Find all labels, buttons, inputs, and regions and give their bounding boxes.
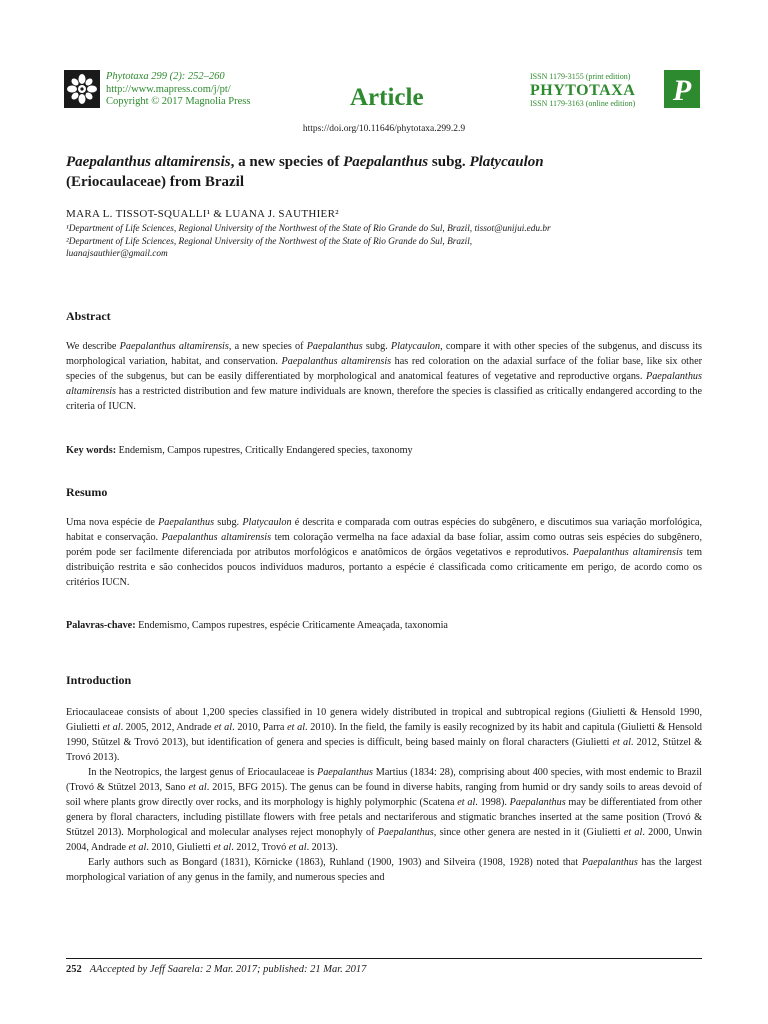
magnolia-press-flower-logo: [64, 70, 100, 108]
journal-citation: Phytotaxa 299 (2): 252–260: [106, 71, 225, 82]
article-type-label: Article: [350, 84, 424, 111]
italic-text-run: Platycaulon: [469, 154, 544, 170]
italic-text-run: et al: [102, 722, 121, 733]
italic-text-run: et al: [288, 842, 307, 853]
italic-text-run: et al: [213, 842, 232, 853]
text-run: tem coloração vermelha na face adaxial da base foliar, assim como outras seis espécies do subgênero, porém pode ser facilmente diferenciada por atributos morfológicos e anatômicos de órgãos vegetativos e reprodutivos.: [66, 532, 702, 558]
introduction-paragraph: [66, 855, 702, 885]
abstract-body: [66, 339, 702, 414]
italic-text-run: Paepalanthus: [158, 517, 215, 528]
affiliation-2-email: luanajsauthier@gmail.com: [66, 249, 168, 259]
text-run: . 2010, Parra: [232, 722, 288, 733]
introduction-paragraph: [66, 705, 702, 765]
text-run: Eriocaulaceae consists of about 1,200 species classified in 10 genera widely distributed in tropical and subtropical regions (Giulietti & Hensold 1990, Giulietti: [66, 707, 702, 733]
keywords-label: Key words:: [66, 445, 117, 456]
article-title: [66, 152, 686, 192]
phytotaxa-logo: [664, 70, 700, 108]
abstract-heading: Abstract: [66, 309, 111, 323]
italic-text-run: et al: [128, 842, 147, 853]
journal-url[interactable]: http://www.mapress.com/j/pt/: [106, 83, 231, 95]
text-run: has a restricted distribution and few mature individuals are known, therefore the species is classified as critically endangered according to the criteria of IUCN.: [66, 386, 702, 412]
footer-divider: [66, 958, 702, 959]
text-run: tem distribuição restrita e são conhecidos poucos indivíduos maduros, portanto a espécie é classificada como criticamente em perigo, de acordo como os critérios IUCN.: [66, 547, 703, 588]
italic-text-run: Paepalanthus altamirensis: [281, 356, 392, 367]
italic-text-run: et al: [287, 722, 306, 733]
issn-block: [530, 72, 668, 109]
resumo-body: [66, 515, 702, 590]
title-line-1: [66, 152, 686, 172]
copyright-line: Copyright © 2017 Magnolia Press: [106, 96, 251, 107]
text-run: , a new species of: [228, 341, 307, 352]
text-run: may be differentiated from other genera by floral characters, including pistillate flowers with free petals and nectariferous and stigmatic branches inserted at the same position (Trovó & Stützel 2013). Morphological and molecular analyses reject monophyly of: [66, 797, 702, 838]
italic-text-run: et al: [188, 782, 207, 793]
affiliation-1: ¹Department of Life Sciences, Regional University of the Northwest of the State of Rio Grande do Sul, Brazil, tissot@unijui.edu.br: [66, 224, 551, 234]
introduction-body: [66, 705, 702, 885]
journal-citation-block: [106, 71, 250, 109]
text-run: . 2010, Giulietti: [146, 842, 214, 853]
text-run: Uma nova espécie de: [66, 517, 159, 528]
palavras-chave-list: Endemismo, Campos rupestres, espécie Criticamente Ameaçada, taxonomia: [135, 620, 448, 631]
abstract-paragraph: [66, 339, 702, 414]
page-footer: [66, 964, 366, 975]
italic-text-run: Paepalanthus: [316, 767, 373, 778]
italic-text-run: et al: [612, 737, 631, 748]
italic-text-run: Paepalanthus: [343, 154, 429, 170]
italic-text-run: Paepalanthus: [581, 857, 638, 868]
text-run: subg.: [428, 154, 470, 170]
affiliations: [66, 223, 706, 261]
text-run: , compare it with other species of the subgenus, and discuss its morphological variation, habitat, and conservation.: [66, 341, 703, 367]
italic-text-run: Paepalanthus altamirensis: [66, 371, 702, 397]
text-run: Martius (1834: 28), comprising about 400 species, with most endemic to Brazil (Trovó & Stützel 2013, Sano: [66, 767, 702, 793]
issn-print: ISSN 1179-3155 (print edition): [530, 72, 631, 81]
text-run: . 2005, 2012, Andrade: [120, 722, 215, 733]
text-run: We describe: [66, 341, 120, 352]
text-run: subg.: [214, 517, 243, 528]
text-run: . 2013).: [306, 842, 338, 853]
resumo-heading: Resumo: [66, 485, 108, 499]
text-run: , since other genera are nested in it (Giulietti: [433, 827, 624, 838]
italic-text-run: et al: [214, 722, 233, 733]
introduction-paragraph: [66, 765, 702, 855]
keywords: [66, 443, 702, 458]
doi-link[interactable]: https://doi.org/10.11646/phytotaxa.299.2.9: [302, 124, 466, 134]
phytotaxa-brand: PHYTOTAXA: [530, 82, 636, 99]
phytotaxa-logo-letter: P: [672, 74, 692, 107]
italic-text-run: Paepalanthus altamirensis: [572, 547, 683, 558]
italic-text-run: Paepalanthus: [306, 341, 363, 352]
affiliation-2: ²Department of Life Sciences, Regional University of the Northwest of the State of Rio Grande do Sul, Brazil,: [66, 236, 473, 247]
text-run: In the Neotropics, the largest genus of Eriocaulaceae is: [88, 767, 317, 778]
italic-text-run: Paepalanthus: [509, 797, 566, 808]
author-list: MARA L. TISSOT-SQUALLI¹ & LUANA J. SAUTHIER²: [66, 208, 339, 220]
italic-text-run: Platycaulon: [242, 517, 292, 528]
italic-text-run: Paepalanthus: [377, 827, 434, 838]
introduction-heading: Introduction: [66, 673, 132, 687]
text-run: é descrita e comparada com outras espécies do subgênero, e discutimos sua variação morfológica, habitat e conservação.: [66, 517, 703, 543]
italic-text-run: Paepalanthus altamirensis: [66, 154, 231, 170]
keywords-list: Endemism, Campos rupestres, Critically Endangered species, taxonomy: [116, 445, 413, 456]
issn-online: ISSN 1179-3163 (online edition): [530, 99, 636, 108]
italic-text-run: Platycaulon: [390, 341, 441, 352]
text-run: has red coloration on the adaxial surface of the foliar base, like six other species of the subgenus, but can be easily differentiated by morphological and anatomical features of vegetative and reproductive organs.: [66, 356, 702, 382]
page-number: 252: [66, 964, 82, 975]
italic-text-run: et al: [623, 827, 643, 838]
text-run: , a new species of: [230, 154, 344, 170]
palavras-chave-label: Palavras-chave:: [66, 620, 136, 631]
text-run: . 2010). In the field, the family is easily recognized by its habit and capitula (Giulietti & Hensold 1990, Stützel & Trovó 2013), but identification of genera and species is difficult, being based mainly on floral characters (Giulietti: [66, 722, 703, 748]
accepted-published-dates: AAccepted by Jeff Saarela: 2 Mar. 2017; published: 21 Mar. 2017: [89, 964, 367, 975]
italic-text-run: Paepalanthus altamirensis: [161, 532, 272, 543]
text-run: . 2015, BFG 2015). The genus can be found in diverse habits, ranging from humid or dry sandy soils to areas devoid of soil where plants grow directly over rocks, and its morphology is highly polymorphic (Scatena: [66, 782, 702, 808]
italic-text-run: Paepalanthus altamirensis: [119, 341, 229, 352]
text-run: subg.: [362, 341, 391, 352]
text-run: . 1998).: [475, 797, 510, 808]
text-run: . 2000, Unwin 2004, Andrade: [66, 827, 703, 853]
italic-text-run: et al: [457, 797, 476, 808]
title-line-2: (Eriocaulaceae) from Brazil: [66, 174, 244, 190]
text-run: Early authors such as Bongard (1831), Körnicke (1863), Ruhland (1900, 1903) and Silveira (1908, 1928) noted that: [88, 857, 582, 868]
text-run: has the largest morphological variation of any genus in the family, and numerous species and: [66, 857, 702, 883]
text-run: . 2012, Stützel & Trovó 2013).: [66, 737, 703, 763]
resumo-paragraph: [66, 515, 702, 590]
palavras-chave: [66, 618, 702, 633]
journal-header: [64, 70, 704, 118]
text-run: . 2012, Trovó: [231, 842, 289, 853]
